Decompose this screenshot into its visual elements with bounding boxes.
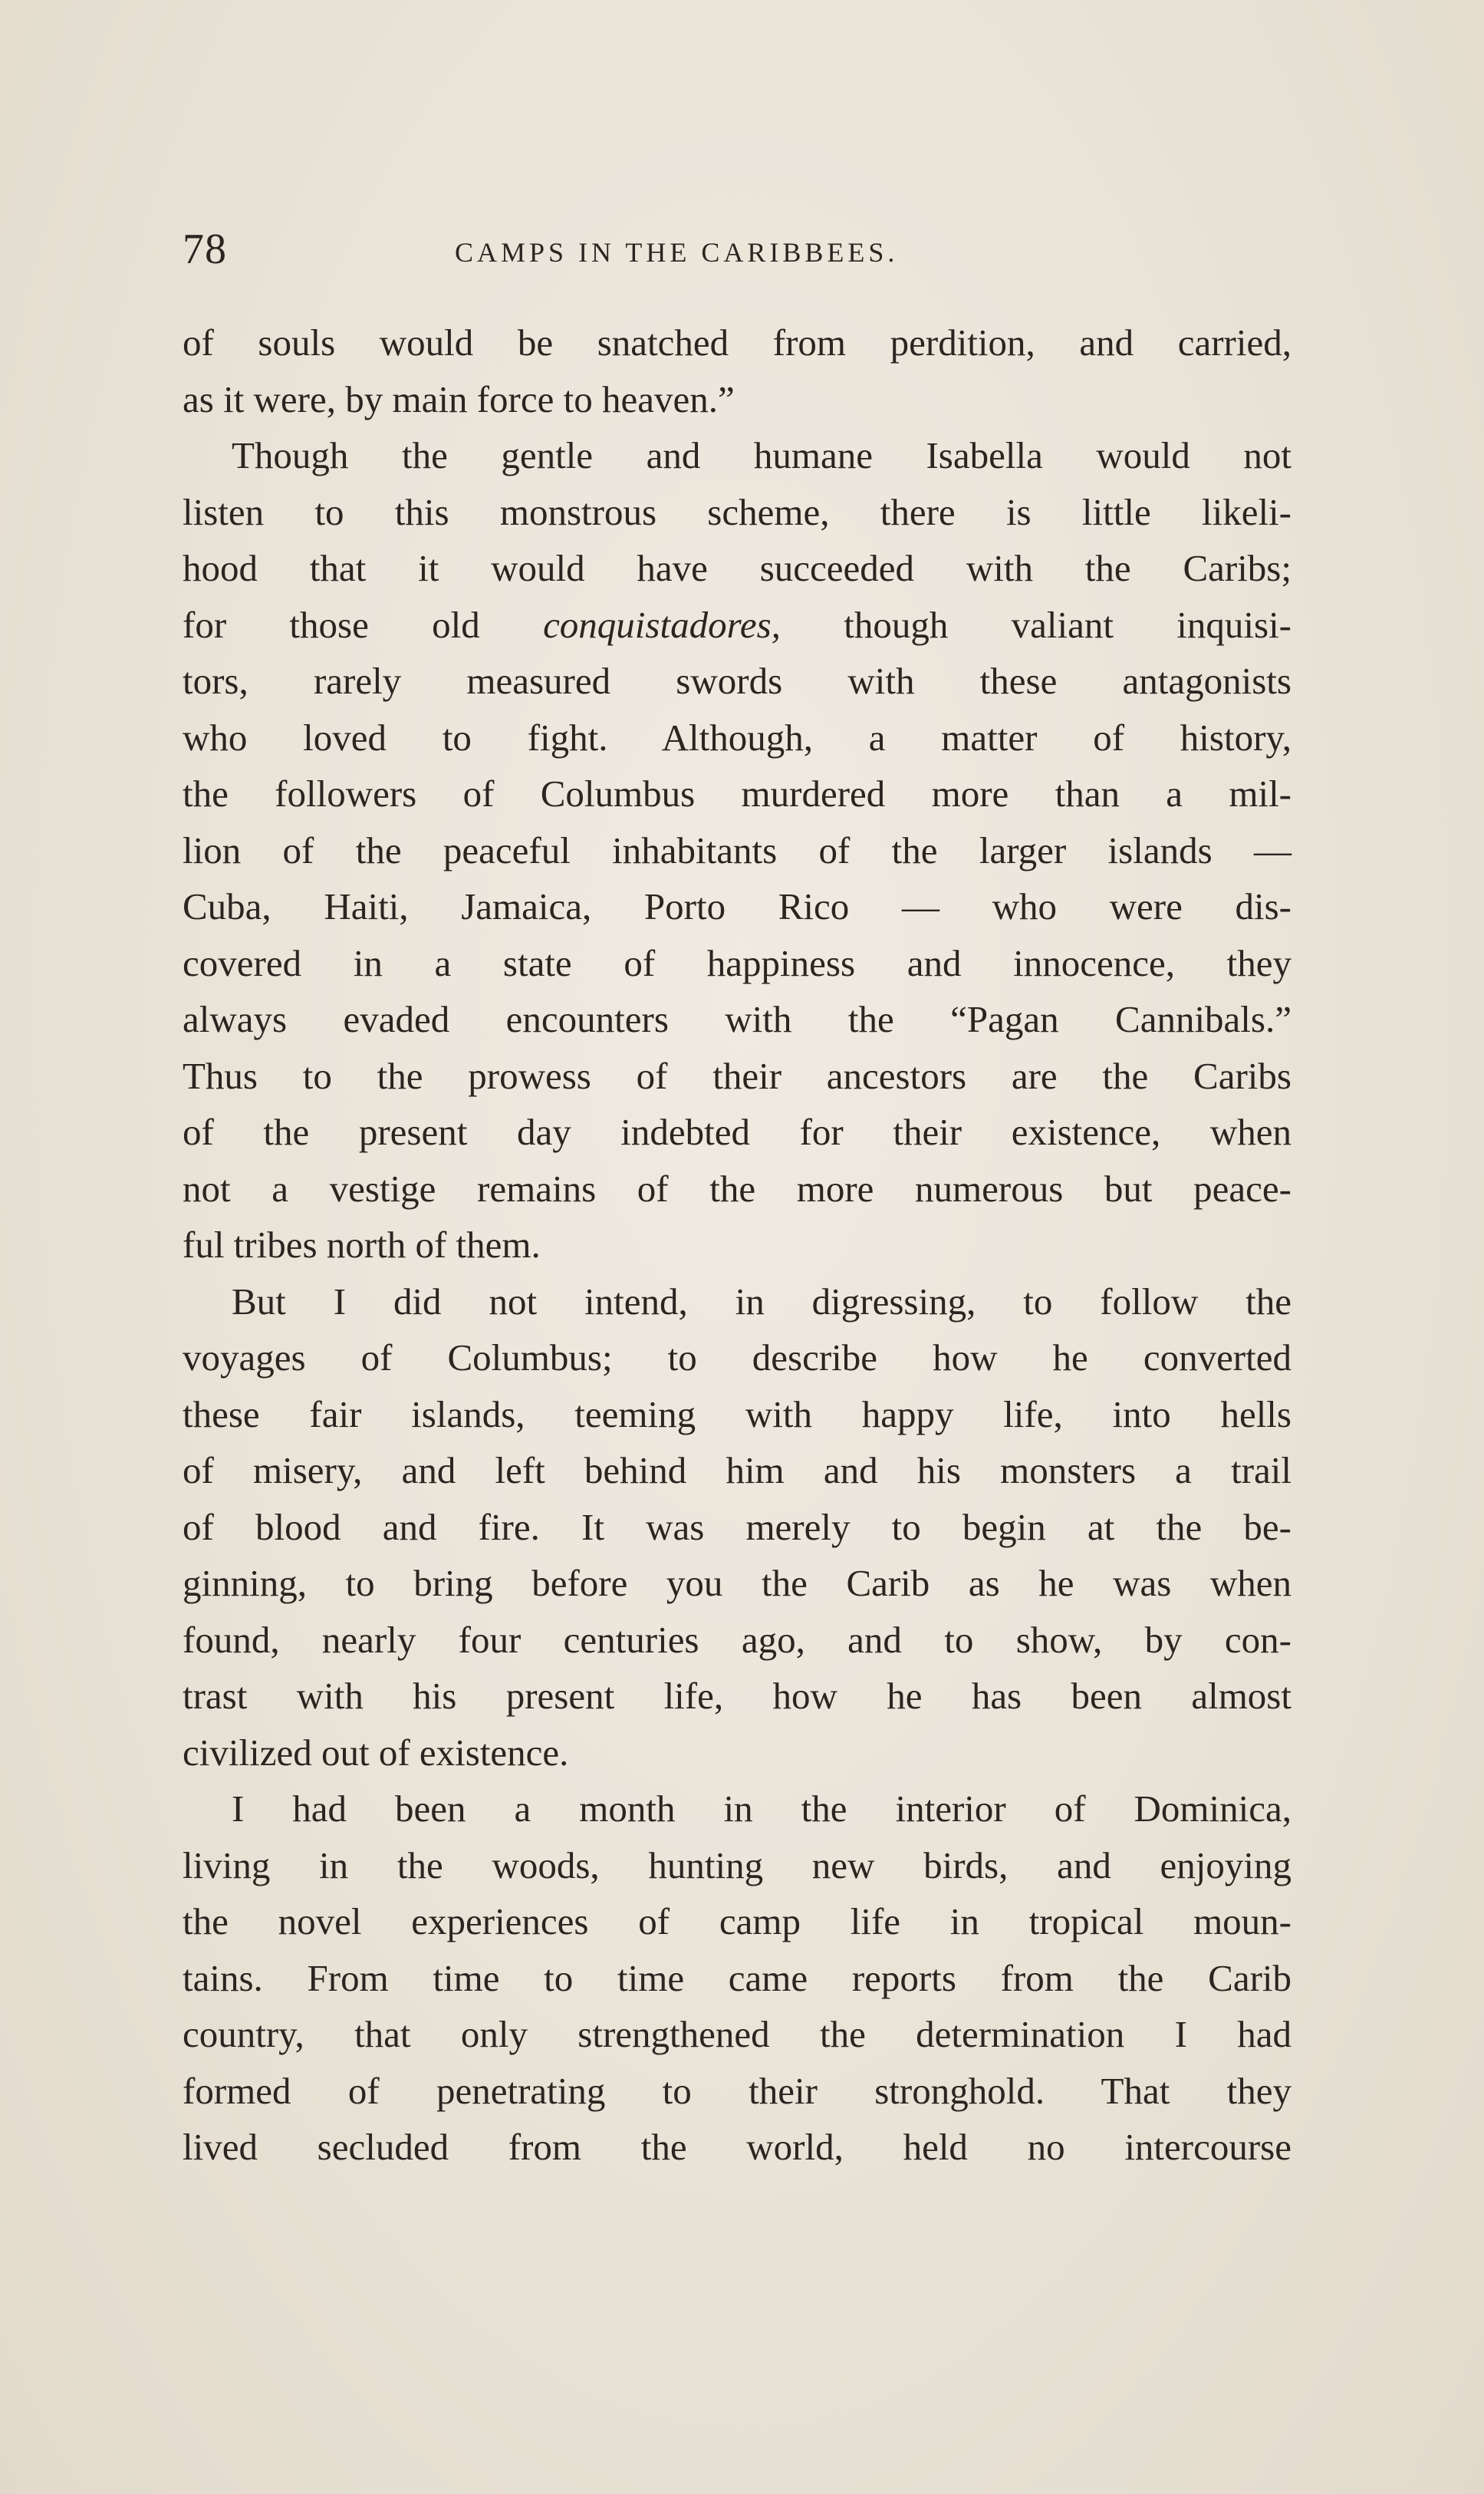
text-line: lived secluded from the world, held no intercourse [183,2126,1292,2168]
body-text [183,315,1292,2176]
text-segment: for those old [183,603,480,646]
text-line: hood that it would have succeeded with the Caribs; [183,547,1292,589]
text-line: as it were, by main force to heaven.” [183,377,735,420]
text-line: trast with his present life, how he has been almost [183,1675,1292,1717]
text-line: lion of the peaceful inhabitants of the larger islands — [183,829,1292,871]
text-line: listen to this monstrous scheme, there is little likeli- [183,490,1292,533]
text-line: who loved to fight. Although, a matter of history, [183,716,1292,759]
text-line: ginning, to bring before you the Carib as he was when [183,1562,1292,1604]
text-line: Though the gentle and humane Isabella would not [232,434,1292,476]
text-line: civilized out of existence. [183,1731,569,1774]
text-line: voyages of Columbus; to describe how he converted [183,1336,1292,1379]
text-line: country, that only strengthened the determination I had [183,2013,1292,2055]
text-line: But I did not intend, in digressing, to follow the [232,1280,1292,1323]
text-line: Cuba, Haiti, Jamaica, Porto Rico — who were dis- [183,885,1292,927]
text-segment: though valiant inquisi- [844,603,1292,646]
text-line: I had been a month in the interior of Dominica, [232,1787,1292,1830]
text-line: not a vestige remains of the more numerous but peace- [183,1167,1292,1210]
text-line: of blood and fire. It was merely to begin at the be- [183,1505,1292,1548]
text-line: always evaded encounters with the “Pagan Cannibals.” [183,998,1292,1040]
text-line: ful tribes north of them. [183,1224,541,1266]
text-line: covered in a state of happiness and innocence, they [183,941,1292,984]
text-line: of misery, and left behind him and his monsters a trail [183,1449,1292,1491]
text-line: of the present day indebted for their existence, when [183,1111,1292,1153]
italic-term: conquistadores, [543,603,781,646]
page-number: 78 [183,226,227,273]
text-line: the followers of Columbus murdered more than a mil- [183,773,1292,815]
text-line: of souls would be snatched from perdition, and carried, [183,321,1292,364]
text-line: tors, rarely measured swords with these antagonists [183,660,1292,702]
text-line: living in the woods, hunting new birds, and enjoying [183,1843,1292,1886]
running-head: CAMPS IN THE CARIBBEES. [455,237,899,268]
page-header [183,222,1292,284]
text-line: found, nearly four centuries ago, and to show, by con- [183,1618,1292,1661]
text-line: the novel experiences of camp life in tropical moun- [183,1900,1292,1942]
text-line: Thus to the prowess of their ancestors are the Caribs [183,1054,1292,1097]
text-line: formed of penetrating to their stronghold. That they [183,2069,1292,2112]
text-line: these fair islands, teeming with happy life, into hells [183,1392,1292,1435]
text-line: tains. From time to time came reports from the Carib [183,1956,1292,1999]
text-line-mixed [183,597,1292,654]
